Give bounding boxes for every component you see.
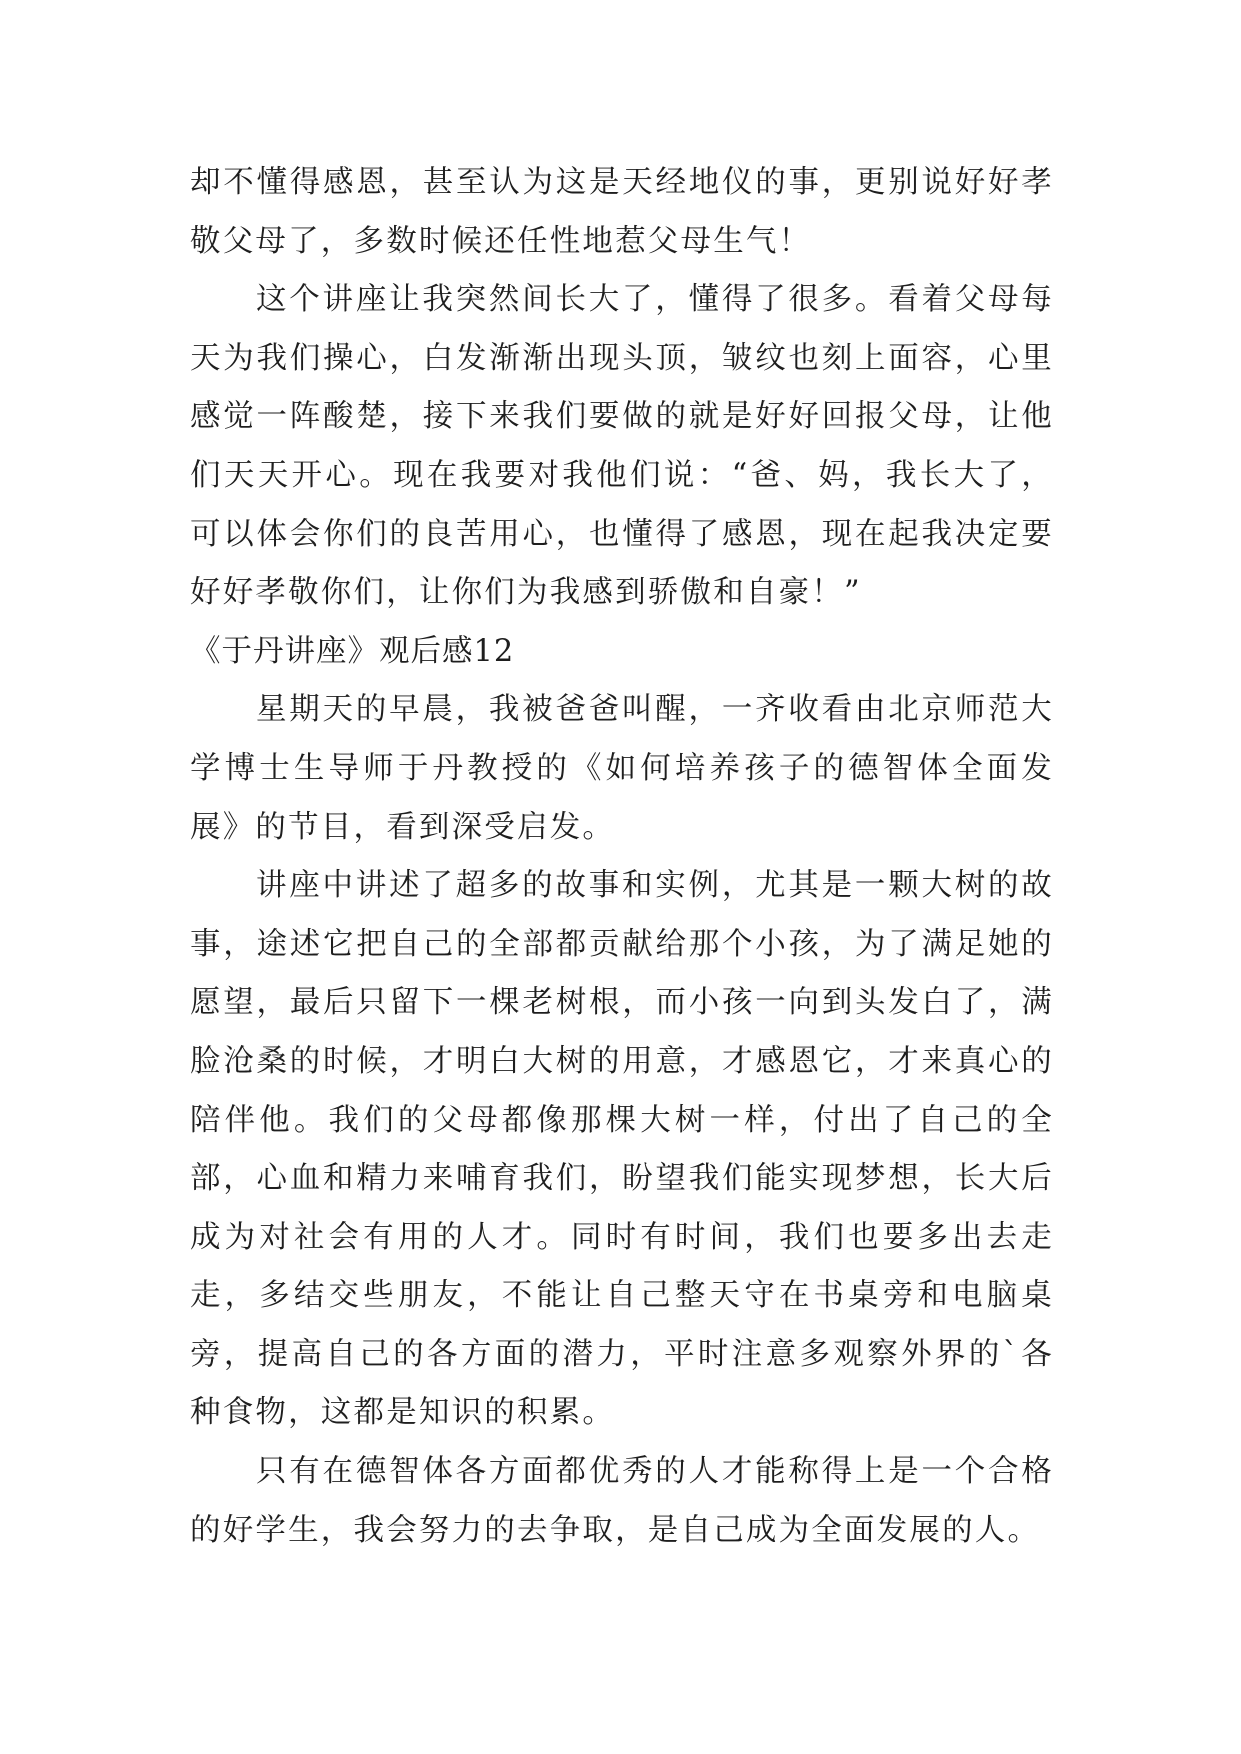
paragraph-continued: 却不懂得感恩，甚至认为这是天经地仪的事，更别说好好孝敬父母了，多数时候还任性地惹父母生气！ [190, 165, 1054, 259]
paragraph-lecture-reflection: 这个讲座让我突然间长大了，懂得了很多。看着父母每天为我们操心，白发渐渐出现头顶，皱纹也刻上面容，心里感觉一阵酸楚，接下来我们要做的就是好好回报父母，让他们天天开心。现在我要对我他们说：“爸、妈，我长大了，可以体会你们的良苦用心，也懂得了感恩，现在起我决定要好好孝敬你们，让你们为我感到骄傲和自豪！” [190, 282, 1054, 611]
document-body [190, 154, 1054, 1560]
paragraph-sunday-morning: 星期天的早晨，我被爸爸叫醒，一齐收看由北京师范大学博士生导师于丹教授的《如何培养孩子的德智体全面发展》的节目，看到深受启发。 [190, 692, 1054, 845]
paragraph-conclusion: 只有在德智体各方面都优秀的人才能称得上是一个合格的好学生，我会努力的去争取，是自己成为全面发展的人。 [190, 1454, 1054, 1548]
paragraph-big-tree-story: 讲座中讲述了超多的故事和实例，尤其是一颗大树的故事，途述它把自己的全部都贡献给那个小孩，为了满足她的愿望，最后只留下一棵老树根，而小孩一向到头发白了，满脸沧桑的时候，才明白大树的用意，才感恩它，才来真心的陪伴他。我们的父母都像那棵大树一样，付出了自己的全部，心血和精力来哺育我们，盼望我们能实现梦想，长大后成为对社会有用的人才。同时有时间，我们也要多出去走走，多结交些朋友，不能让自己整天守在书桌旁和电脑桌旁，提高自己的各方面的潜力，平时注意多观察外界的`各种食物，这都是知识的积累。 [190, 868, 1054, 1431]
essay-heading: 《于丹讲座》观后感12 [190, 633, 515, 669]
